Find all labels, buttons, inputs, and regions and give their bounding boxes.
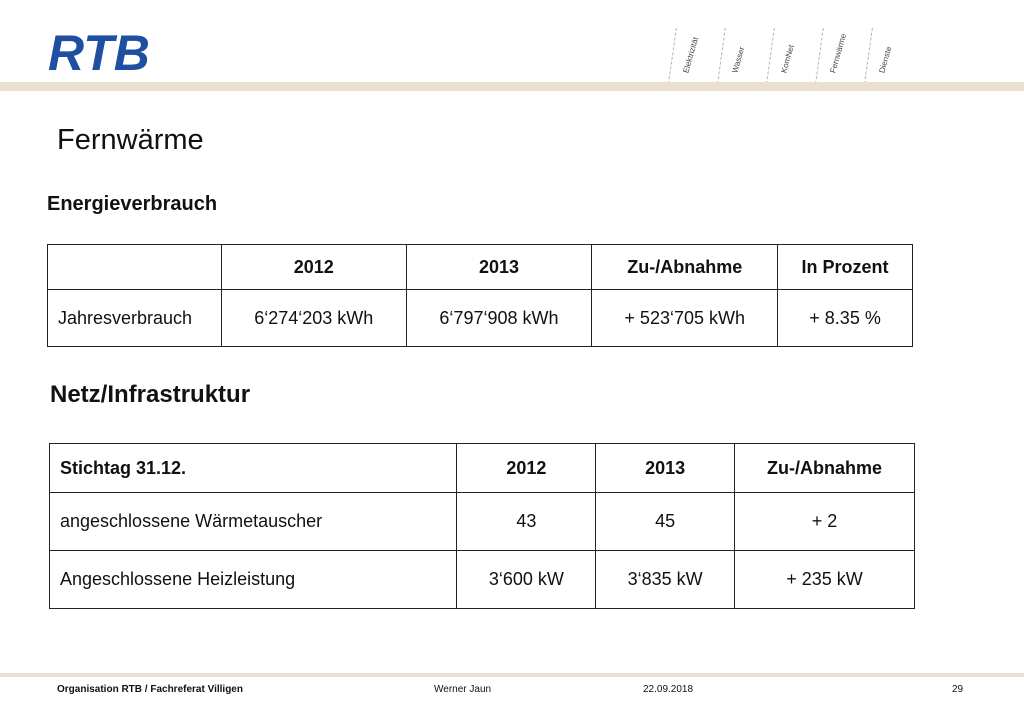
page-number: 29 <box>952 684 964 695</box>
table-header-cell: In Prozent <box>778 245 913 290</box>
table-header-cell: Stichtag 31.12. <box>50 444 457 493</box>
tab-dienste[interactable] <box>864 28 912 88</box>
header-band <box>0 82 1024 91</box>
footer-date: 22.09.2018 <box>643 684 694 695</box>
tab-label: Fernwärme <box>828 32 849 74</box>
network-heading: Netz/Infrastruktur <box>50 381 251 408</box>
table-cell: 6‘274‘203 kWh <box>221 290 406 347</box>
table-header-cell: 2012 <box>457 444 596 493</box>
tab-fernwaerme[interactable] <box>815 28 863 88</box>
rtb-logo <box>48 26 158 76</box>
footer-organisation: Organisation RTB / Fachreferat Villigen <box>57 684 243 695</box>
table-header-row <box>48 245 913 290</box>
table-row <box>48 290 913 347</box>
table-cell: Jahresverbrauch <box>48 290 222 347</box>
table-header-cell: 2013 <box>406 245 592 290</box>
tab-elektrizitaet[interactable] <box>668 28 716 88</box>
table-cell: angeschlossene Wärmetauscher <box>50 493 457 551</box>
rtb-logo-mark <box>48 26 158 76</box>
logo-text: RTB <box>48 26 150 76</box>
table-cell: 3‘835 kW <box>596 551 735 609</box>
table-cell: + 523‘705 kWh <box>592 290 778 347</box>
table-header-cell: Zu-/Abnahme <box>592 245 778 290</box>
table-header-cell: 2013 <box>596 444 735 493</box>
page-title: Fernwärme <box>57 124 204 156</box>
tab-komnet[interactable] <box>766 28 814 88</box>
tab-label: Dienste <box>877 45 894 74</box>
tab-label: Wasser <box>730 45 747 74</box>
table-row <box>50 551 915 609</box>
table-header-row <box>50 444 915 493</box>
network-table <box>49 443 915 609</box>
table-cell: Angeschlossene Heizleistung <box>50 551 457 609</box>
table-cell: 45 <box>596 493 735 551</box>
energy-table <box>47 244 913 347</box>
footer-band <box>0 673 1024 677</box>
footer-author: Werner Jaun <box>434 684 492 695</box>
table-cell: + 235 kW <box>735 551 915 609</box>
table-header-cell <box>48 245 222 290</box>
table-header-cell: 2012 <box>221 245 406 290</box>
tab-label: Elektrizität <box>681 36 701 74</box>
table-cell: 43 <box>457 493 596 551</box>
tab-wasser[interactable] <box>717 28 765 88</box>
table-cell: 3‘600 kW <box>457 551 596 609</box>
table-row <box>50 493 915 551</box>
energy-heading: Energieverbrauch <box>47 193 218 215</box>
table-cell: + 2 <box>735 493 915 551</box>
table-cell: + 8.35 % <box>778 290 913 347</box>
tab-divider <box>864 28 921 84</box>
table-header-cell: Zu-/Abnahme <box>735 444 915 493</box>
division-tabs <box>668 0 918 90</box>
tab-label: KomNet <box>779 43 796 74</box>
table-cell: 6‘797‘908 kWh <box>406 290 592 347</box>
